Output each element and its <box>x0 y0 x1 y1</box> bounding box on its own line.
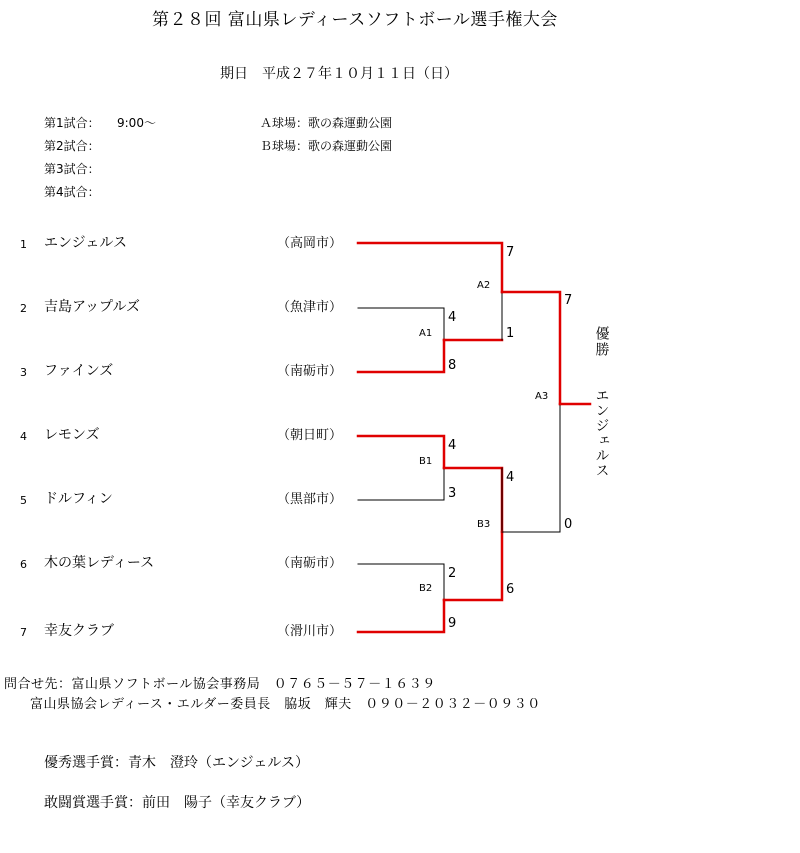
team-number: 6 <box>20 558 27 571</box>
match-label-b2: B2 <box>419 583 433 594</box>
score-b3-bottom: 6 <box>506 582 515 597</box>
bracket-line-a2-winner <box>502 292 560 404</box>
team-name: レモンズ <box>44 427 100 443</box>
team-name: 木の葉レディース <box>44 555 155 571</box>
team-city: （滑川市） <box>277 624 343 639</box>
team-city: （高岡市） <box>277 236 343 251</box>
award-fighting-spirit: 敢闘賞選手賞：前田 陽子（幸友クラブ） <box>44 795 311 811</box>
team-number: 7 <box>20 626 27 639</box>
team-number: 1 <box>20 238 27 251</box>
score-a1-bottom: 8 <box>448 358 457 373</box>
score-a3-top: 7 <box>564 293 573 308</box>
schedule-label-3: 第3試合： <box>44 162 100 176</box>
score-a1-top: 4 <box>448 310 457 325</box>
venue-b: Ｂ球場：歌の森運動公園 <box>260 139 393 153</box>
score-b3-top: 4 <box>506 470 515 485</box>
match-label-a1: A1 <box>419 328 433 339</box>
score-a2-top: 7 <box>506 245 515 260</box>
bracket-line-team6 <box>358 564 444 600</box>
team-city: （南砺市） <box>277 364 343 379</box>
schedule-time-1: 9:00～ <box>117 116 156 130</box>
score-b2-top: 2 <box>448 566 457 581</box>
champion-team: エンジェルス <box>593 388 610 478</box>
contact-office: 問合せ先：富山県ソフトボール協会事務局 ０７６５－５７－１６３９ <box>4 677 436 692</box>
team-name: 幸友クラブ <box>44 623 114 639</box>
venue-a: Ａ球場：歌の森運動公園 <box>260 116 393 130</box>
team-name: エンジェルス <box>44 235 127 251</box>
team-number: 2 <box>20 302 27 315</box>
team-name: ドルフィン <box>44 491 113 507</box>
bracket-line-team5 <box>358 468 444 500</box>
team-number: 4 <box>20 430 27 443</box>
match-label-b3: B3 <box>477 519 491 530</box>
schedule-label-1: 第1試合： <box>44 116 100 130</box>
bracket-line-team7 <box>358 600 444 632</box>
score-a2-bottom: 1 <box>506 326 515 341</box>
match-label-a2: A2 <box>477 280 491 291</box>
score-b1-top: 4 <box>448 438 457 453</box>
score-b2-bottom: 9 <box>448 616 457 631</box>
bracket-line-b3-winner <box>502 404 560 532</box>
schedule-label-4: 第4試合： <box>44 185 100 199</box>
team-city: （朝日町） <box>277 428 343 443</box>
match-label-a3: A3 <box>535 391 549 402</box>
champion-heading: 優勝 <box>593 326 610 358</box>
event-date: 期日 平成２７年１０月１１日（日） <box>220 66 458 82</box>
team-name: 吉島アップルズ <box>44 299 141 315</box>
schedule-label-2: 第2試合： <box>44 139 100 153</box>
award-mvp: 優秀選手賞：青木 澄玲（エンジェルス） <box>44 755 309 771</box>
contact-chairperson: 富山県協会レディース・エルダー委員長 脇坂 輝夫 ０９０－２０３２－０９３０ <box>30 697 541 712</box>
team-city: （黒部市） <box>277 492 343 507</box>
score-a3-bottom: 0 <box>564 517 573 532</box>
match-label-b1: B1 <box>419 456 433 467</box>
team-number: 3 <box>20 366 27 379</box>
team-number: 5 <box>20 494 27 507</box>
team-name: ファインズ <box>44 363 114 379</box>
bracket-line-team3 <box>358 340 444 372</box>
team-city: （南砺市） <box>277 556 343 571</box>
score-b1-bottom: 3 <box>448 486 457 501</box>
page-title: 第２８回 富山県レディースソフトボール選手権大会 <box>152 10 558 30</box>
team-city: （魚津市） <box>277 300 343 315</box>
